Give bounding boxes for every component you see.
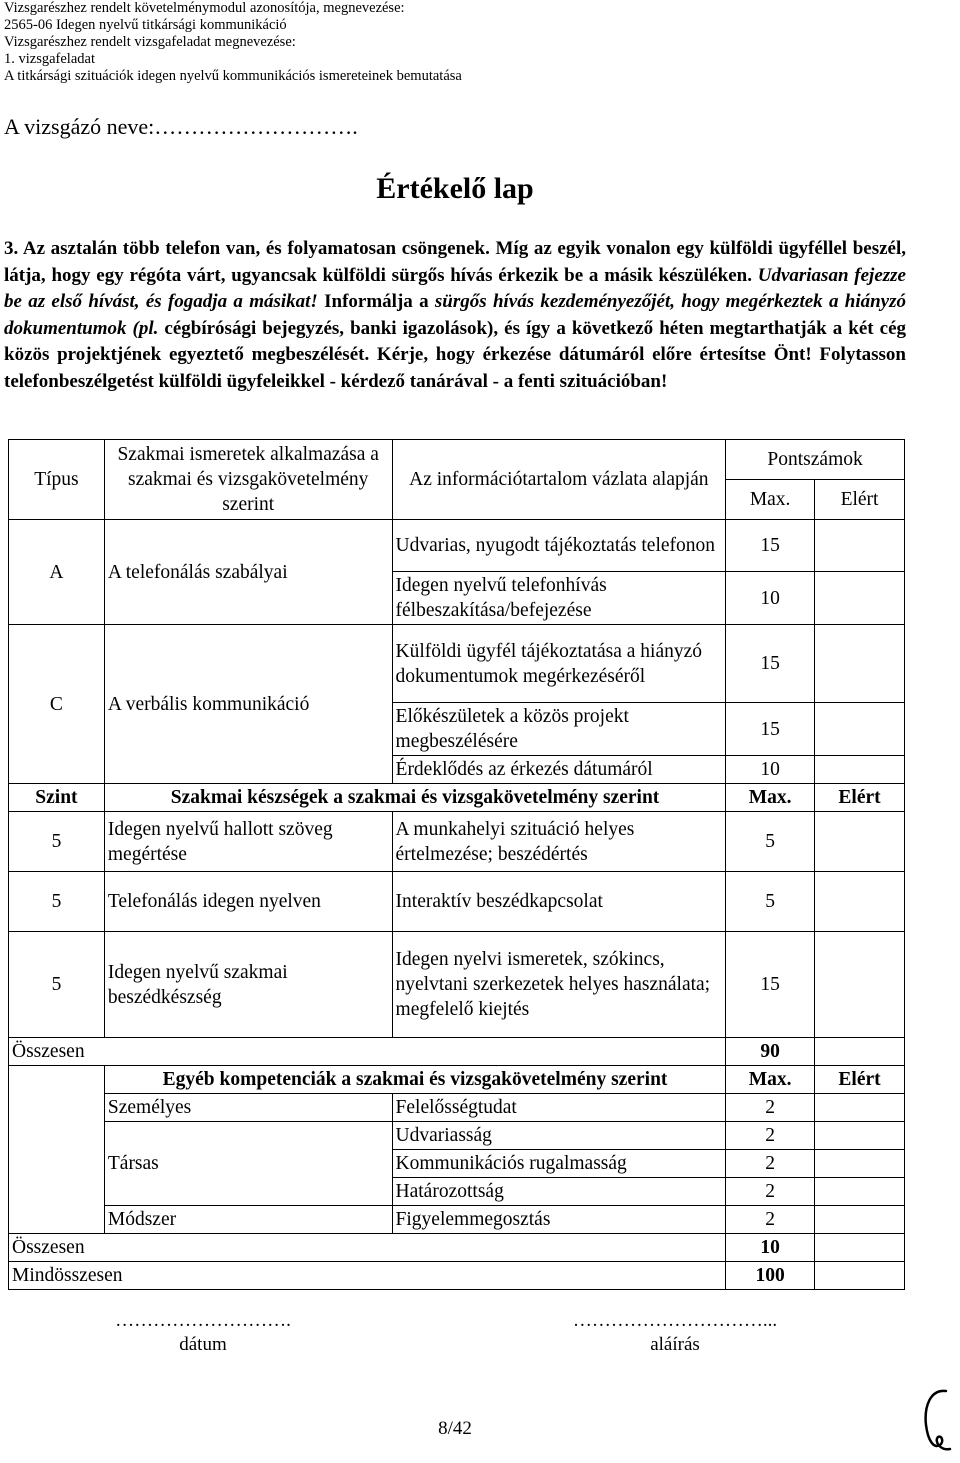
spacer-cell [9, 1066, 105, 1094]
skill-level: 5 [9, 812, 105, 872]
skill-desc: Idegen nyelvi ismeretek, szókincs, nyelvtani szerkezetek helyes használata; megfelelő kiejtés [392, 932, 726, 1038]
total-max: 90 [726, 1038, 815, 1066]
header-elert: Elért [815, 784, 905, 812]
skill-desc: A munkahelyi szituáció helyes értelmezése; beszédértés [392, 812, 726, 872]
skill-desc: Interaktív beszédkapcsolat [392, 872, 726, 932]
signature-line: …………………………... [572, 1310, 778, 1331]
achieved-cell[interactable] [815, 812, 905, 872]
handwritten-mark-icon [920, 1385, 954, 1455]
competence-name: Határozottság [392, 1178, 726, 1206]
evaluation-table [8, 439, 905, 1290]
task-text-italic: sürgős hívás kezdeményezőjét, hogy megérkeztek a hiányzó dokumentumok (pl. [4, 291, 907, 339]
header-info: Az információtartalom vázlata alapján [392, 440, 726, 520]
header-line: A titkársági szituációk idegen nyelvű kommunikációs ismereteinek bemutatása [4, 68, 462, 84]
max-cell: 2 [726, 1178, 815, 1206]
achieved-cell[interactable] [815, 756, 905, 784]
task-text-italic: Udvariasan fejezze be az első hívást, és fogadja a másikat! [4, 264, 906, 312]
achieved-cell[interactable] [815, 1206, 905, 1234]
page-number: 8/42 [438, 1418, 472, 1439]
competence-group: Társas [104, 1122, 392, 1206]
document-header [4, 0, 462, 85]
type-a: A [9, 520, 105, 625]
info-cell: Idegen nyelvű telefonhívás félbeszakítása/befejezése [392, 572, 726, 625]
skill-name: Telefonálás idegen nyelven [104, 872, 392, 932]
competence-name: Kommunikációs rugalmasság [392, 1150, 726, 1178]
achieved-cell[interactable] [815, 1234, 905, 1262]
achieved-cell[interactable] [815, 625, 905, 703]
task-text: 3. Az asztalán több telefon van, és folyamatosan csöngenek. Míg az egyik vonalon egy külföldi ügyféllel beszél, látja, hogy egy régóta várt, ugyancsak külföldi sürgős hívás érkezik be a másik készüléken. [4, 238, 906, 286]
spacer-cell [9, 1178, 105, 1206]
max-cell: 5 [726, 872, 815, 932]
header-line: Vizsgarészhez rendelt követelménymodul azonosítója, megnevezése: [4, 0, 405, 16]
info-cell: Érdeklődés az érkezés dátumáról [392, 756, 726, 784]
spacer-cell [9, 1206, 105, 1234]
achieved-cell[interactable] [815, 1038, 905, 1066]
achieved-cell[interactable] [815, 1262, 905, 1290]
achieved-cell[interactable] [815, 1122, 905, 1150]
date-label: dátum [179, 1334, 227, 1355]
info-cell: Udvarias, nyugodt tájékoztatás telefonon [392, 520, 726, 572]
total-label: Összesen [9, 1038, 726, 1066]
task-text: Informálja a [317, 291, 435, 312]
max-cell: 15 [726, 932, 815, 1038]
header-pontszamok: Pontszámok [726, 440, 905, 480]
max-cell: 2 [726, 1122, 815, 1150]
header-line: 1. vizsgafeladat [4, 51, 95, 67]
max-cell: 10 [726, 572, 815, 625]
skill-name: Idegen nyelvű szakmai beszédkészség [104, 932, 392, 1038]
info-cell: Külföldi ügyfél tájékoztatása a hiányzó dokumentumok megérkezéséről [392, 625, 726, 703]
type-c-label: A verbális kommunikáció [104, 625, 392, 784]
date-signature-block [88, 1310, 318, 1356]
spacer-cell [9, 1094, 105, 1122]
grand-total-label: Mindösszesen [9, 1262, 726, 1290]
spacer-cell [9, 1122, 105, 1150]
skill-level: 5 [9, 872, 105, 932]
competence-name: Felelősségtudat [392, 1094, 726, 1122]
skill-name: Idegen nyelvű hallott szöveg megértése [104, 812, 392, 872]
type-a-label: A telefonálás szabályai [104, 520, 392, 625]
competence-group: Módszer [104, 1206, 392, 1234]
max-cell: 5 [726, 812, 815, 872]
competence-name: Udvariasság [392, 1122, 726, 1150]
max-cell: 15 [726, 703, 815, 756]
achieved-cell[interactable] [815, 520, 905, 572]
grand-total-max: 100 [726, 1262, 815, 1290]
type-c: C [9, 625, 105, 784]
skill-level: 5 [9, 932, 105, 1038]
szint-header: Szint [9, 784, 105, 812]
competences-header: Egyéb kompetenciák a szakmai és vizsgakövetelmény szerint [104, 1066, 725, 1094]
achieved-cell[interactable] [815, 932, 905, 1038]
header-line: Vizsgarészhez rendelt vizsgafeladat megnevezése: [4, 34, 296, 50]
achieved-cell[interactable] [815, 572, 905, 625]
page-title: Értékelő lap [376, 172, 534, 205]
signature-label: aláírás [650, 1334, 700, 1355]
header-line: 2565-06 Idegen nyelvű titkársági kommunikáció [4, 17, 287, 33]
max-cell: 2 [726, 1206, 815, 1234]
max-cell: 10 [726, 756, 815, 784]
achieved-cell[interactable] [815, 1178, 905, 1206]
header-elert: Elért [815, 480, 905, 520]
header-szakmai: Szakmai ismeretek alkalmazása a szakmai és vizsgakövetelmény szerint [104, 440, 392, 520]
achieved-cell[interactable] [815, 1094, 905, 1122]
task-text: cégbírósági bejegyzés, banki igazolások), és így a következő héten megtarthatják a két cég közös projektjének egyeztető megbeszélését. Kérje, hogy érkezése dátumáról előre értesítse Önt! Folytasson telefonbeszélgetést külföldi ügyfeleikkel - kérdező tanárával - a fenti szituációban! [4, 317, 907, 392]
achieved-cell[interactable] [815, 872, 905, 932]
header-max: Max. [726, 784, 815, 812]
date-line: ………………………. [115, 1310, 291, 1331]
total-label: Összesen [9, 1234, 726, 1262]
candidate-name-label: A vizsgázó neve:………………………. [4, 114, 358, 139]
total-max: 10 [726, 1234, 815, 1262]
max-cell: 15 [726, 625, 815, 703]
info-cell: Előkészületek a közös projekt megbeszélésére [392, 703, 726, 756]
skills-header: Szakmai készségek a szakmai és vizsgakövetelmény szerint [104, 784, 725, 812]
task-description [4, 236, 906, 395]
achieved-cell[interactable] [815, 1150, 905, 1178]
max-cell: 2 [726, 1094, 815, 1122]
header-tipus: Típus [9, 440, 105, 520]
header-elert: Elért [815, 1066, 905, 1094]
competence-name: Figyelemmegosztás [392, 1206, 726, 1234]
max-cell: 2 [726, 1150, 815, 1178]
signature-block [540, 1310, 810, 1356]
header-max: Max. [726, 480, 815, 520]
achieved-cell[interactable] [815, 703, 905, 756]
spacer-cell [9, 1150, 105, 1178]
max-cell: 15 [726, 520, 815, 572]
header-max: Max. [726, 1066, 815, 1094]
competence-group: Személyes [104, 1094, 392, 1122]
